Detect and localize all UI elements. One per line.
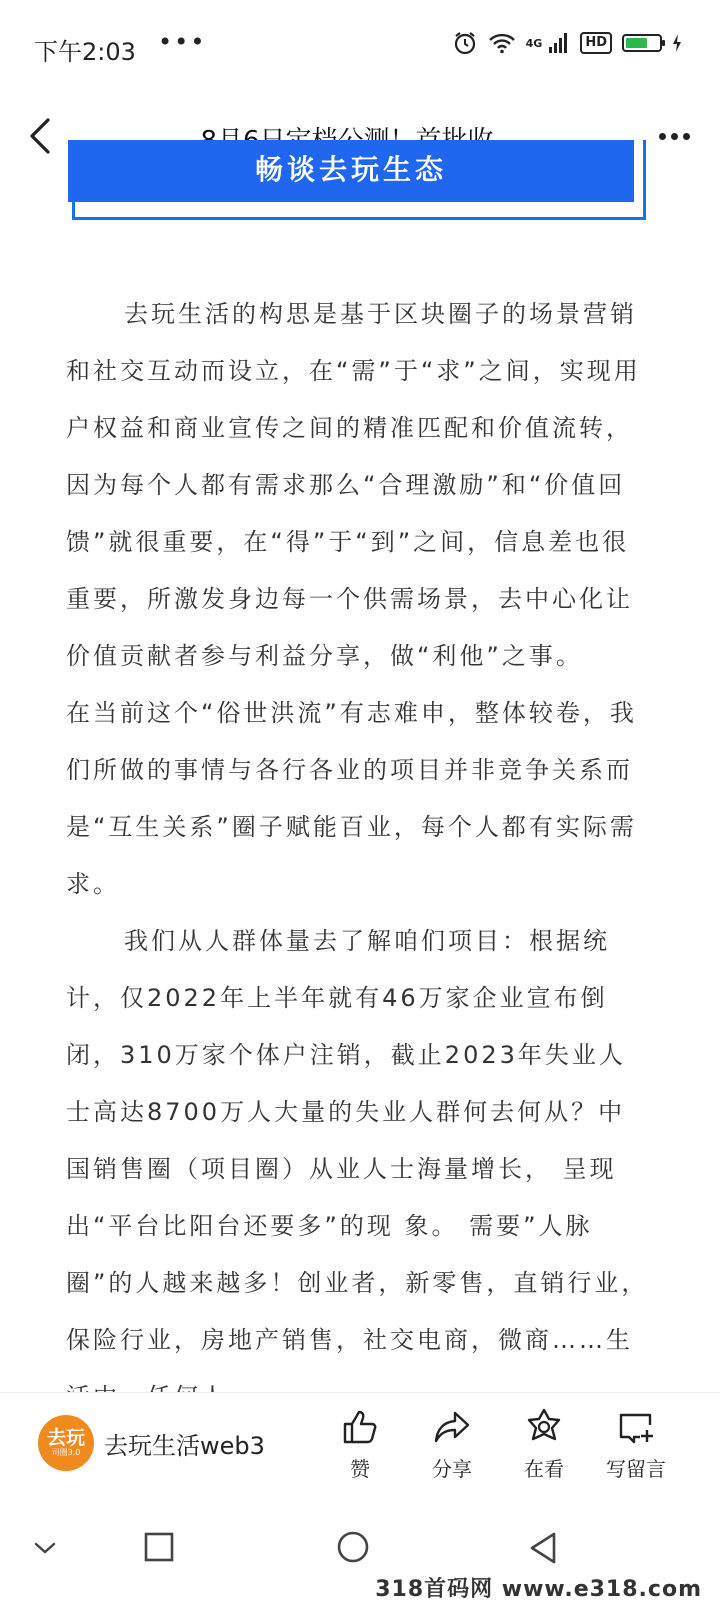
share-button[interactable]: [420, 1407, 484, 1482]
status-bar: [0, 0, 720, 90]
share-label: 分享: [432, 1457, 472, 1481]
status-icons: [452, 30, 682, 56]
article-paragraph: 我们从人群体量去了解咱们项目：根据统计，仅2022年上半年就有46万家企业宣布倒闭，310万家个体户注销，截止2023年失业人士高达8700万人大量的失业人群何去何从？中国销售圈（项目圈）从业人士海量增长， 呈现出“平台比阳台还要多”的现 象。 需要”人脉圈”的人越来越多！创业者，新零售，直销行业，保险行业，房地产销售，社交电商，微商……生: [66, 927, 649, 1354]
comment-button[interactable]: [604, 1407, 668, 1482]
action-group: [328, 1407, 668, 1482]
section-banner: [68, 140, 634, 202]
article-paragraph: 在当前这个“俗世洪流”有志难申，整体较卷，我们所做的事情与各行各业的项目并非竞争关系而是“互生关系”圈子赋能百业，每个人都有实际需求。: [66, 699, 637, 898]
account-link[interactable]: [38, 1415, 265, 1471]
more-options-button[interactable]: [650, 112, 698, 160]
chevron-left-icon: [22, 112, 66, 160]
thumbs-up-icon: [340, 1407, 380, 1447]
battery-icon: [622, 34, 662, 52]
article-body: [66, 286, 652, 1426]
chevron-down-icon: [28, 1528, 62, 1568]
recents-button[interactable]: [140, 1528, 180, 1572]
alarm-icon: [452, 30, 478, 56]
logo-subtext: 司圈3.0: [51, 1448, 81, 1457]
triangle-back-icon: [524, 1528, 564, 1568]
battery-level: [626, 38, 647, 48]
account-name: 去玩生活web3: [104, 1431, 265, 1460]
home-button[interactable]: [334, 1528, 374, 1572]
more-dot: [659, 133, 666, 140]
status-time: 下午2:03: [34, 38, 136, 66]
notification-dots: •••: [158, 28, 207, 56]
signal-icon: [548, 32, 570, 54]
article-paragraph: 去玩生活的构思是基于区块圈子的场景营销和社交互动而设立，在“需”于“求”之间，实现用户权益和商业宣传之间的精准匹配和价值流转，因为每个人都有需求那么“合理激励”和“价值回馈”就很重要，在“得”于“到”之间，信息差也很重要，所激发身边每一个供需场景，去中心化让价值贡献者参与利益分享，做“利他”之事。: [66, 300, 641, 670]
watermark: 318首码网 www.e318.com: [371, 1572, 706, 1603]
star-outline-icon: [524, 1407, 564, 1447]
back-button[interactable]: [22, 112, 66, 160]
hide-nav-button[interactable]: [28, 1528, 62, 1572]
banner-text: 畅谈去玩生态: [254, 153, 447, 186]
like-button[interactable]: [328, 1407, 392, 1482]
account-avatar: [38, 1415, 94, 1471]
bottom-action-bar: [0, 1392, 720, 1503]
view-label: 在看: [524, 1457, 564, 1481]
more-dot: [683, 133, 690, 140]
share-icon: [432, 1407, 472, 1447]
network-type: 4G: [525, 36, 543, 50]
article-content[interactable]: [0, 153, 720, 1392]
wifi-icon: [488, 32, 516, 54]
logo-text: 去玩: [46, 1427, 85, 1449]
comment-add-icon: [616, 1407, 656, 1447]
comment-label: 写留言: [606, 1457, 666, 1481]
hd-badge: HD: [580, 32, 612, 54]
square-icon: [140, 1528, 180, 1568]
view-button[interactable]: [512, 1407, 576, 1482]
more-dot: [671, 133, 678, 140]
like-label: 赞: [350, 1457, 370, 1481]
charging-icon: [672, 34, 682, 52]
back-nav-button[interactable]: [524, 1528, 564, 1572]
circle-icon: [334, 1528, 374, 1568]
